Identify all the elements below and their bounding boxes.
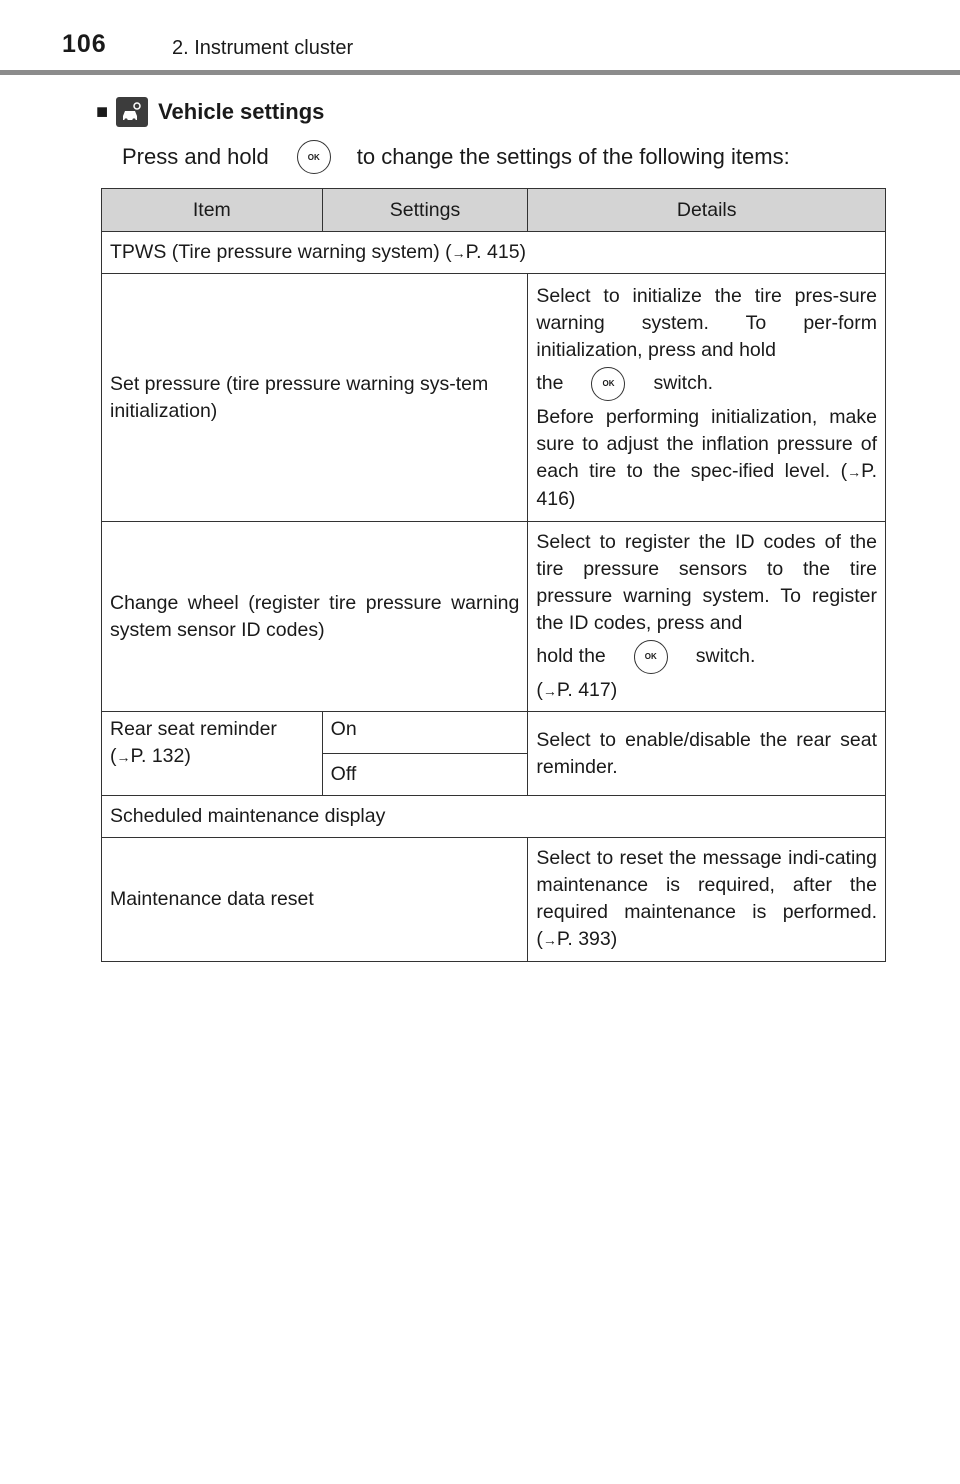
rear-seat-ref: P. 132) — [130, 745, 191, 767]
ok-button-icon: OK — [634, 640, 668, 674]
intro-text — [122, 140, 790, 174]
section-heading — [96, 95, 324, 129]
set-pressure-details — [528, 274, 886, 522]
tpws-row-cell — [102, 232, 886, 274]
tpws-ref: P. 415) — [465, 240, 527, 263]
vehicle-settings-icon — [116, 97, 148, 127]
change-wheel-item — [102, 522, 528, 712]
rear-seat-item — [102, 712, 323, 796]
header-item: Item — [102, 189, 323, 232]
header-rule — [0, 70, 960, 75]
table-row — [102, 522, 886, 712]
scheduled-row-cell: Scheduled maintenance display — [102, 796, 886, 838]
section-bullet: ■ — [96, 100, 109, 123]
set-pressure-item — [102, 274, 528, 522]
set-pressure-ref: P. 416) — [536, 459, 877, 510]
page-number: 106 — [62, 30, 107, 58]
table-header-row — [102, 189, 886, 232]
maintenance-ref: P. 393) — [556, 928, 618, 950]
set-pressure-label: Set pressure (tire pressure warning sys-tem initialization) — [110, 372, 489, 422]
arrow-icon: → — [451, 244, 466, 261]
header-settings: Settings — [322, 189, 528, 232]
maintenance-details — [528, 838, 886, 962]
ok-button-icon: OK — [591, 367, 625, 401]
table-row — [102, 796, 886, 838]
setting-off: Off — [322, 754, 528, 796]
change-wheel-open: ( — [536, 678, 543, 701]
table-row — [102, 274, 886, 522]
change-wheel-hold: hold the — [536, 645, 606, 667]
tpws-text: TPWS (Tire pressure warning system) ( — [110, 240, 452, 263]
intro-before: Press and hold — [122, 144, 269, 169]
change-wheel-label: Change wheel (register tire pressure warning system sensor ID codes) — [110, 591, 520, 641]
change-wheel-switch-line — [536, 637, 877, 677]
arrow-icon: → — [847, 463, 862, 480]
change-wheel-ref: P. 417) — [556, 678, 618, 701]
change-wheel-switch: switch. — [695, 645, 756, 667]
rear-seat-open: ( — [110, 745, 117, 767]
settings-table — [101, 188, 886, 962]
arrow-icon: → — [116, 749, 131, 765]
rear-seat-label: Rear seat reminder — [110, 718, 277, 740]
ok-button-icon: OK — [297, 140, 331, 174]
change-wheel-details-a: Select to register the ID codes of the tire pressure sensors to the tire pressure warning system. To register the ID codes, press and — [536, 530, 877, 634]
section-title: Vehicle settings — [158, 99, 325, 124]
set-pressure-details-b: Before performing initialization, make sure to adjust the inflation pressure of each tire to the spec-ified level. ( — [536, 405, 877, 482]
maintenance-details-text: Select to reset the message indi-cating maintenance is required, after the required maintenance is performed. ( — [536, 847, 877, 950]
set-pressure-switch-line — [536, 364, 877, 404]
maintenance-item: Maintenance data reset — [102, 838, 528, 962]
table-row — [102, 232, 886, 274]
arrow-icon: → — [542, 932, 557, 948]
header-details: Details — [528, 189, 886, 232]
table-row — [102, 712, 886, 754]
setting-on: On — [322, 712, 528, 754]
set-pressure-the: the — [536, 372, 564, 394]
set-pressure-switch: switch. — [653, 372, 714, 394]
chapter-title: 2. Instrument cluster — [172, 37, 354, 59]
intro-after: to change the settings of the following items: — [356, 144, 790, 169]
rear-seat-details: Select to enable/disable the rear seat reminder. — [528, 712, 886, 796]
table-row — [102, 838, 886, 962]
arrow-icon: → — [542, 682, 557, 699]
set-pressure-details-a: Select to initialize the tire pres-sure warning system. To per-form initialization, press and hold — [536, 284, 877, 361]
change-wheel-details — [528, 522, 886, 712]
page-header — [0, 0, 960, 76]
